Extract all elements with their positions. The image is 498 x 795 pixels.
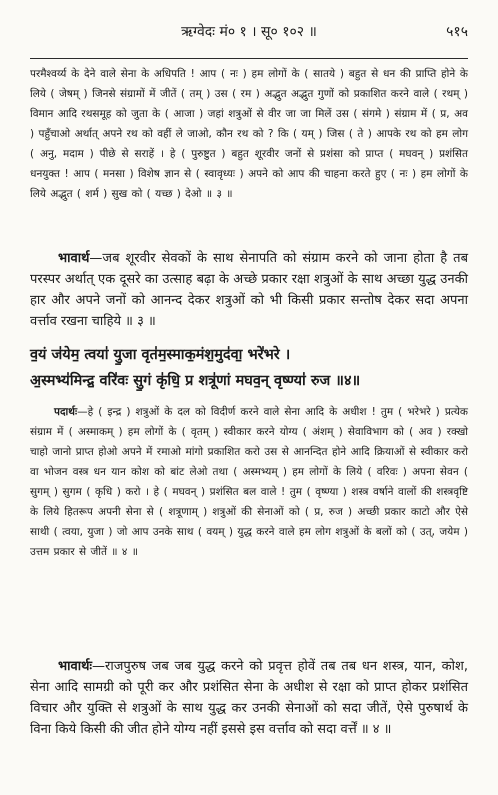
bhavartha-1-paragraph bbox=[30, 248, 468, 332]
continuation-paragraph: परमैश्वर्य्य के देने वाले सेना के अधिपति ! आप ( नः ) हम लोगों के ( सातये ) बहुत से धन की प्राप्ति होने के लिये ( जेषम् ) जिनसे संग्रामों में जीतें ( तम् ) उस ( रम ) अद्भुत अद्भुत गुणों को प्रकाशित करने वाले ( रथम् ) विमान आदि रथसमूह को जुता के ( आजा ) जहां शत्रुओं से वीर जा जा मिलें उस ( संगमे ) संग्राम में ( प्र, अव ) पहुँचाओ अर्थात् अपने रथ को वहीं ले जाओ, कौन रथ को ? कि ( यम् ) जिस ( ते ) आपके रथ को हम लोग ( अनु, मदाम ) पीछे से सराहें । हे ( पुरुष्टुत ) बहुत शूरवीर जनों से प्रशंसा को प्राप्त ( मघवन् ) प्रशंसित धनयुक्त ! आप ( मनसा ) विशेष ज्ञान से ( स्वावृध्यः ) अपने को आप की चाहना करते हुए ( नः ) हम लोगों के लिये अद्भुत ( शर्म ) सुख को ( यच्छ ) देओ ॥ ३ ॥ bbox=[30, 68, 468, 200]
bhavartha-1-block bbox=[30, 248, 468, 332]
verse-reference: ऋग्वेदः मं० १ । सू० १०२ ॥ bbox=[181, 24, 317, 40]
padartha-label: पदार्थः bbox=[54, 406, 78, 418]
bhavartha-2-block bbox=[30, 656, 468, 740]
page-header bbox=[30, 20, 468, 44]
bhavartha-2-paragraph bbox=[30, 656, 468, 740]
mantra-line-2: अ॒स्मभ्य॑मिन्द्र॒ वरि॑वः सु॒गं कृ॑धि॒ प्र शत्रू॑णां मघव॒न् वृष्ण्या॑ रुज ॥४॥ bbox=[30, 372, 361, 389]
padartha-text: —हे ( इन्द्र ) शत्रुओं के दल को विदीर्ण करने वाले सेना आदि के अधीश ! तुम ( भरेभरे ) प्रत्येक संग्राम में ( अस्माकम् ) हम लोगों के ( वृतम् ) स्वीकार करने योग्य ( अंशम् ) सेवाविभाग को ( अव ) रक्खो चाहो जानो प्राप्त होओ अपने में रमाओ मांगो प्रकाशित करो उस से आनन्दित होने आदि क्रियाओं से स्वीकार करो वा भोजन वस्त्र धन यान कोश को बांट लेओ तथा ( अस्मभ्यम् ) हम लोगों के लिये ( वरिवः ) अपना सेवन ( सुगम् ) सुगम ( कृधि ) करो । हे ( मघवन् ) प्रशंसित बल वाले ! तुम ( वृष्ण्या ) शस्त्र वर्षाने वालों की शस्त्रवृष्टि के लिये हितरूप अपनी सेना से ( शत्रूणाम् ) शत्रुओं की सेनाओं को ( प्र, रुज ) अच्छी प्रकार काटो और ऐसे साथी ( त्वया, युजा ) जो आप उनके साथ ( वयम् ) युद्ध करने वाले हम लोग शत्रुओं के बलों को ( उत्, जयेम ) उत्तम प्रकार से जीतें ॥ ४ ॥ bbox=[30, 406, 468, 558]
bhavartha-1-label: भावार्थ bbox=[58, 251, 90, 266]
bhavartha-2-label: भावार्थः bbox=[58, 659, 93, 674]
page-number: ५१५ bbox=[446, 24, 468, 40]
mantra-line-1: व॒यं ज॑येम॒ त्वया॑ यु॒जा वृत॑म॒स्माक॒मंश॒मुद॑वा॒ भरे॑भरे । bbox=[30, 346, 291, 363]
bhavartha-1-text: —जब शूरवीर सेवकों के साथ सेनापति को संग्राम करने को जाना होता है तब परस्पर अर्थात् एक दूसरे का उत्साह बढ़ा के अच्छे प्रकार रक्षा शत्रुओं के साथ अच्छा युद्ध उनकी हार और अपने जनों को आनन्द देकर शत्रुओं को भी किसी प्रकार सन्तोष देकर सदा अपना वर्त्ताव रखना चाहिये ॥ ३ ॥ bbox=[30, 251, 468, 329]
padartha-block bbox=[30, 402, 468, 562]
bhavartha-2-text: —राजपुरुष जब जब युद्ध करने को प्रवृत्त होवें तब तब धन शस्त्र, यान, कोश, सेना आदि सामग्री को पूरी कर और प्रशंसित सेना के अधीश से रक्षा को प्राप्त होकर प्रशंसित विचार और युक्ति से शत्रुओं के साथ युद्ध कर उनकी सेनाओं को सदा जीतें, ऐसे पुरुषार्थ के विना किये किसी की जीत होने योग्य नहीं इससे इस वर्त्ताव को सदा वर्त्तें ॥ ४ ॥ bbox=[30, 659, 468, 737]
header-rule bbox=[30, 58, 468, 59]
padartha-paragraph bbox=[30, 402, 468, 562]
continuation-block bbox=[30, 64, 468, 204]
mantra-block bbox=[30, 342, 468, 394]
